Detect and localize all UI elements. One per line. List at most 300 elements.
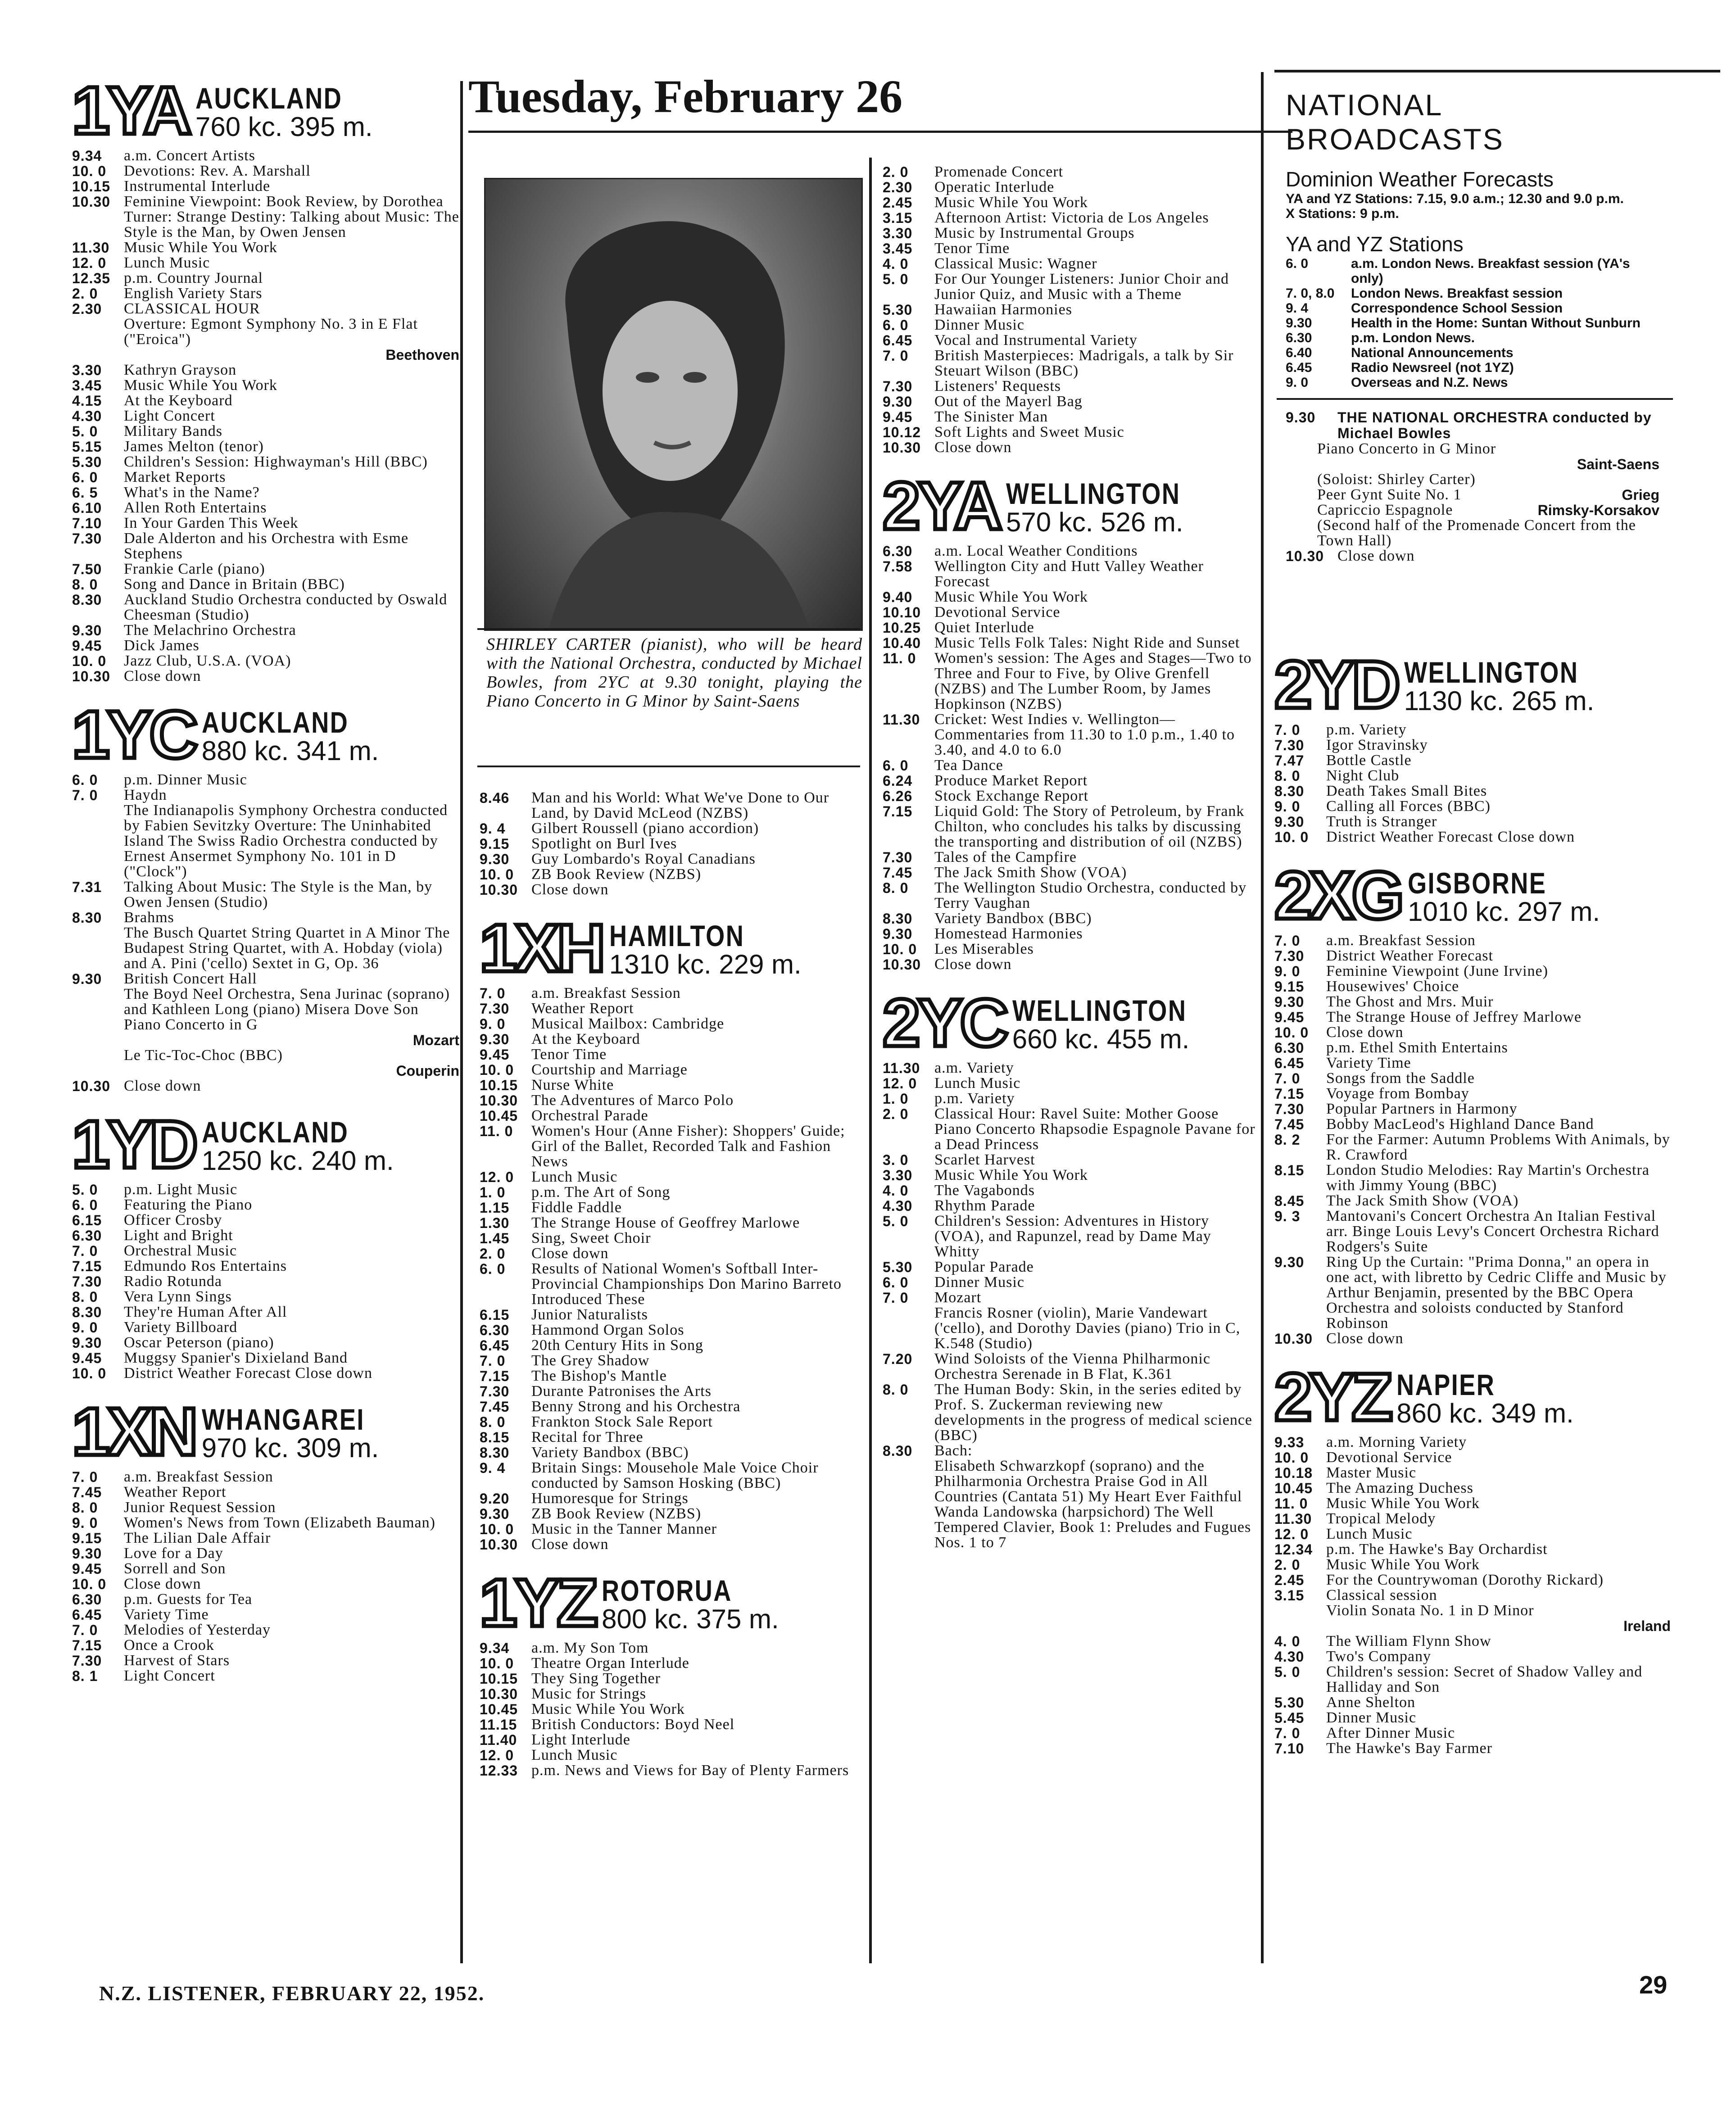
programme-title: Music While You Work [934, 1167, 1088, 1183]
programme-title: p.m. News and Views for Bay of Plenty Farmers [531, 1762, 849, 1779]
station-frequency: 570 kc. 526 m. [1006, 507, 1183, 537]
programme-time [72, 317, 124, 347]
programme-entry [1274, 768, 1671, 784]
programme-entry [480, 1185, 862, 1200]
programme-title: Children's session: Secret of Shadow Valley and Halliday and Son [1326, 1663, 1643, 1695]
programme-entry [1274, 784, 1671, 799]
station-section [72, 697, 459, 1094]
station-city: GISBORNE [1408, 866, 1547, 900]
programme-entry [72, 485, 459, 500]
programme-title: Auckland Studio Orchestra conducted by Oswald Cheesman (Studio) [124, 591, 448, 623]
programme-entry [883, 605, 1256, 620]
caption-bottom-rule [477, 766, 860, 767]
programme-time: 12.35 [72, 270, 111, 286]
programme-entry [480, 836, 862, 852]
programme-title: Produce Market Report [934, 772, 1088, 789]
programme-entry [1274, 948, 1671, 964]
national-broadcasts [1286, 88, 1659, 564]
programme-entry [883, 210, 1256, 226]
programme-time: 10.25 [883, 620, 921, 636]
programme-entry [72, 1576, 459, 1592]
programme-title: p.m. Ethel Smith Entertains [1326, 1039, 1508, 1056]
programme-title: Women's News from Town (Elizabeth Bauman) [124, 1514, 435, 1531]
programme-title: Devotional Service [1326, 1449, 1452, 1466]
programme-title: Sorrell and Son [124, 1560, 226, 1577]
programme-title: Spotlight on Burl Ives [531, 835, 677, 852]
programme-entry [480, 1093, 862, 1108]
programme-entry [883, 1351, 1256, 1382]
programme-title: What's in the Name? [124, 484, 260, 501]
station-header [883, 468, 1256, 544]
programme-time: 10.30 [883, 956, 921, 973]
programme-time: 10.15 [480, 1077, 518, 1093]
programme-time: 7.15 [883, 803, 913, 820]
national-entry [1286, 256, 1659, 286]
programme-entry [480, 1414, 862, 1430]
programme-entry [72, 531, 459, 562]
programme-title: Tea Dance [934, 757, 1003, 774]
programme-title: Wellington City and Hutt Valley Weather Forecast [934, 558, 1204, 590]
programme-time: 8. 0 [883, 880, 909, 896]
programme-entry [480, 1323, 862, 1338]
programme-entry [480, 1717, 862, 1732]
programme-entry [480, 1368, 862, 1384]
programme-time: 9.33 [1274, 1434, 1305, 1450]
programme-entry [1274, 1710, 1671, 1726]
station-section [480, 1565, 862, 1779]
programme-time: 3.30 [883, 225, 913, 241]
programme-title: 20th Century Hits in Song [531, 1337, 704, 1354]
programme-entry [72, 1048, 459, 1063]
programme-time [72, 803, 124, 879]
programme-entry [480, 1491, 862, 1506]
programme-time: 8. 1 [72, 1668, 98, 1684]
programme-title: a.m. Variety [934, 1060, 1014, 1076]
programme-title: Vocal and Instrumental Variety [934, 332, 1138, 349]
programme-title: Courtship and Marriage [531, 1061, 688, 1078]
programme-time: 9. 0 [72, 1319, 98, 1336]
programme-entry [883, 651, 1256, 712]
station-header [883, 985, 1256, 1060]
programme-time: 3.45 [883, 240, 913, 257]
programme-entry [480, 1047, 862, 1062]
programme-time: 6.30 [1274, 1040, 1305, 1056]
programme-entry [883, 880, 1256, 911]
programme-title: Dinner Music [1326, 1709, 1416, 1726]
programme-time: 10. 0 [1274, 829, 1309, 845]
programme-entry [72, 317, 459, 347]
programme-entry [72, 788, 459, 803]
programme-entry [1274, 1163, 1671, 1193]
programme-title: Mantovani's Concert Orchestra An Italian Festival arr. Binge Louis Levy's Concert Orchestra Richard Rodgers's Suite [1326, 1208, 1659, 1255]
programme-entry [883, 589, 1256, 605]
programme-time: 3.45 [72, 377, 102, 394]
programme-entry [72, 1500, 459, 1515]
programme-time: 10.45 [480, 1701, 518, 1717]
programme-title: Feminine Viewpoint (June Irvine) [1326, 963, 1548, 979]
programme-entry [72, 286, 459, 301]
programme-entry [72, 378, 459, 393]
programme-title: Frankton Stock Sale Report [531, 1413, 713, 1430]
programme-entry [883, 911, 1256, 926]
programme-title: District Weather Forecast [1326, 947, 1493, 964]
programme-entry [883, 440, 1256, 455]
programme-time: 10.30 [883, 439, 921, 456]
programme-title: Music Tells Folk Tales: Night Ride and Sunset [934, 634, 1240, 651]
programme-entry [1274, 1193, 1671, 1209]
orchestra-entry [1286, 410, 1659, 441]
programme-time: 4. 0 [883, 1182, 909, 1199]
programme-entry [72, 879, 459, 910]
programme-time: 12. 0 [72, 255, 107, 271]
station-section [480, 790, 862, 897]
programme-time: 10.15 [72, 178, 111, 195]
programme-title: a.m. Local Weather Conditions [934, 543, 1138, 559]
programme-entry [883, 394, 1256, 409]
programme-title: Fiddle Faddle [531, 1199, 622, 1216]
station-info [609, 916, 802, 978]
programme-entry [1274, 1496, 1671, 1511]
station-header [1274, 647, 1671, 722]
programme-title: Close down [124, 1078, 201, 1094]
programme-entry [72, 987, 459, 1033]
programme-title: Featuring the Piano [124, 1196, 253, 1213]
programme-title: Close down [531, 1536, 609, 1553]
programme-entry [72, 1622, 459, 1638]
station-frequency: 1250 kc. 240 m. [201, 1146, 394, 1176]
programme-entry [480, 1016, 862, 1032]
programme-title: London Studio Melodies: Ray Martin's Orchestra with Jimmy Young (BBC) [1326, 1162, 1650, 1194]
programme-time: 10.10 [883, 604, 921, 621]
programme-entry [1274, 1634, 1671, 1649]
programme-time: 9.30 [1274, 1254, 1305, 1270]
programme-time: 2.45 [1274, 1572, 1305, 1588]
programme-time: 9. 0 [1274, 798, 1301, 815]
station-city: AUCKLAND [195, 82, 343, 115]
programme-entry [883, 1076, 1256, 1091]
programme-title: Close down [1326, 1024, 1404, 1041]
programme-title: Humoresque for Strings [531, 1490, 689, 1507]
programme-time: 10. 0 [1274, 1450, 1309, 1466]
programme-title: Quiet Interlude [934, 619, 1034, 636]
programme-entry [1274, 1572, 1671, 1588]
programme-entry [1274, 799, 1671, 814]
programme-time: 4.30 [883, 1198, 913, 1214]
programme-entry [72, 470, 459, 485]
programme-title: They're Human After All [124, 1304, 287, 1320]
programme-time: 9. 4 [480, 820, 506, 837]
programme-title: Scarlet Harvest [934, 1151, 1035, 1168]
programme-title: Music by Instrumental Groups [934, 225, 1135, 241]
programme-title: Variety Billboard [124, 1319, 238, 1336]
programme-entry [72, 971, 459, 987]
programme-title: Devotions: Rev. A. Marshall [124, 163, 311, 179]
national-text: p.m. London News. [1351, 331, 1475, 345]
national-entry [1286, 375, 1659, 390]
programme-time: 6. 0 [480, 1261, 506, 1277]
programme-time: 8.30 [72, 1304, 102, 1320]
programme-time: 9.45 [883, 409, 913, 425]
programme-entry [72, 1546, 459, 1561]
programme-entry [1274, 1331, 1671, 1346]
orchestra-close: 10.30 Close down [1286, 548, 1415, 564]
programme-entry [480, 1261, 862, 1307]
programme-title: Bottle Castle [1326, 752, 1412, 769]
station-header [1274, 1359, 1671, 1435]
programme-title: Junior Naturalists [531, 1306, 648, 1323]
programme-entry [1274, 933, 1671, 948]
weather-title: Dominion Weather Forecasts [1286, 168, 1554, 191]
programme-entry [72, 1274, 459, 1289]
programme-time: 4.30 [1274, 1649, 1305, 1665]
programme-title: Light and Bright [124, 1227, 233, 1244]
station-info [202, 1113, 394, 1175]
programme-title: British Masterpieces: Madrigals, a talk by Sir Steuart Wilson (BBC) [934, 347, 1234, 379]
programme-title: Anne Shelton [1326, 1694, 1416, 1711]
programme-entry [1274, 1435, 1671, 1450]
programme-entry [72, 424, 459, 439]
programme-entry [1274, 979, 1671, 994]
programme-entry [1274, 738, 1671, 753]
programme-title: Vera Lynn Sings [124, 1288, 232, 1305]
national-text: Health in the Home: Suntan Without Sunburn [1351, 316, 1641, 331]
programme-time: 5. 0 [883, 271, 909, 287]
programme-title: The Strange House of Geoffrey Marlowe [531, 1214, 800, 1231]
programme-time: 2. 0 [1274, 1557, 1301, 1573]
programme-time: 7.31 [72, 879, 102, 895]
programme-time: 6.45 [1274, 1055, 1305, 1071]
programme-time: 4.15 [72, 393, 102, 409]
programme-title: Out of the Mayerl Bag [934, 393, 1083, 410]
programme-time: 9.15 [480, 836, 510, 852]
programme-time: 7.20 [883, 1351, 913, 1367]
programme-time: 5. 0 [72, 423, 98, 439]
programme-time: 5.45 [1274, 1710, 1305, 1726]
programme-title: Listeners' Requests [934, 378, 1061, 394]
programme-time [72, 925, 124, 971]
station-frequency: 880 kc. 341 m. [201, 736, 379, 766]
programme-time: 1.30 [480, 1215, 510, 1231]
programme-time: 7.15 [72, 1637, 102, 1653]
programme-time: 7.30 [1274, 1101, 1305, 1117]
station-frequency: 1310 kc. 229 m. [609, 949, 802, 979]
programme-entry [72, 1561, 459, 1576]
programme-time: 10. 0 [72, 163, 107, 179]
programme-title: Britain Sings: Mousehole Male Voice Choir conducted by Samson Hosking (BBC) [531, 1459, 819, 1491]
programme-time: 9.30 [1274, 994, 1305, 1010]
programme-title: Violin Sonata No. 1 in D Minor [1326, 1602, 1534, 1619]
programme-entry [883, 1106, 1256, 1152]
programme-entry [480, 1537, 862, 1552]
national-text: Radio Newsreel (not 1YZ) [1351, 360, 1514, 375]
programme-time: 7. 0 [480, 1353, 506, 1369]
programme-title: Variety Time [1326, 1055, 1411, 1071]
station-section [1274, 647, 1671, 845]
programme-title: The Boyd Neel Orchestra, Sena Jurinac (soprano) and Kathleen Long (piano) Misera Dove Son Piano Concerto in G [124, 986, 450, 1033]
programme-title: p.m. Guests for Tea [124, 1591, 253, 1608]
programme-title: Light Concert [124, 1667, 215, 1684]
programme-entry [883, 1382, 1256, 1443]
programme-entry [883, 544, 1256, 559]
programme-time [72, 1048, 124, 1063]
programme-title: Weather Report [124, 1484, 227, 1500]
programme-entry [72, 301, 459, 317]
orchestra-line: (Soloist: Shirley Carter) [1317, 471, 1476, 488]
programme-time: 10.30 [1274, 1331, 1313, 1347]
national-time: 9. 0 [1286, 375, 1309, 390]
programme-entry [1274, 1086, 1671, 1101]
programme-title: Close down [124, 668, 201, 684]
programme-title: The William Flynn Show [1326, 1633, 1491, 1649]
programme-time: 8.45 [1274, 1193, 1305, 1209]
programme-entry [72, 1289, 459, 1305]
programme-title: Guy Lombardo's Royal Canadians [531, 851, 756, 867]
national-entry [1286, 345, 1659, 360]
station-logo: 2XG [1274, 857, 1402, 933]
programme-title: a.m. Breakfast Session [1326, 932, 1476, 949]
national-text: National Announcements [1351, 345, 1514, 360]
programme-time: 12. 0 [480, 1747, 514, 1763]
station-frequency: 1130 kc. 265 m. [1404, 686, 1595, 716]
programme-time: 9.40 [883, 589, 913, 605]
programme-entry [480, 882, 862, 897]
programme-time: 1. 0 [883, 1091, 909, 1107]
programme-entry [480, 1353, 862, 1368]
programme-entry [480, 1307, 862, 1323]
programme-title: Close down [1326, 1330, 1404, 1347]
programme-time: 9. 3 [1274, 1208, 1301, 1224]
station-header [72, 697, 459, 772]
programme-title: British Concert Hall [124, 970, 257, 987]
programme-time: 7.45 [883, 865, 913, 881]
programme-title: p.m. The Art of Song [531, 1184, 671, 1200]
programme-title: District Weather Forecast Close down [1326, 829, 1575, 845]
programme-time: 1.45 [480, 1230, 510, 1246]
programme-time: 7.45 [72, 1484, 102, 1500]
programme-time: 6.24 [883, 773, 913, 789]
programme-title: Children's Session: Highwayman's Hill (BBC) [124, 453, 428, 470]
programme-title: Children's Session: Adventures in History (VOA), and Rapunzel, read by Dame May Whitty [934, 1213, 1211, 1260]
orchestra-time: 9.30 [1286, 409, 1316, 426]
programme-time [883, 1459, 934, 1550]
station-header [480, 910, 862, 986]
programme-entry [1274, 1040, 1671, 1055]
programme-entry [72, 454, 459, 470]
programme-title: Brahms [124, 909, 174, 926]
weather-line: X Stations: 9 p.m. [1286, 206, 1399, 221]
programme-time: 11.30 [883, 711, 920, 728]
programme-title: Sing, Sweet Choir [531, 1230, 651, 1246]
programme-entry [72, 148, 459, 163]
weather-line: YA and YZ Stations: 7.15, 9.0 a.m.; 12.30 and 9.0 p.m. [1286, 191, 1624, 206]
programme-time: 8.15 [1274, 1162, 1305, 1178]
programme-entry [72, 910, 459, 925]
programme-title: Close down [531, 881, 609, 898]
programme-title: Melodies of Yesterday [124, 1622, 271, 1638]
programme-time: 9.15 [1274, 978, 1305, 995]
programme-entry [480, 1671, 862, 1686]
station-logo: 1XN [72, 1394, 195, 1469]
programme-time: 9.30 [480, 1506, 510, 1522]
programme-time: 7.15 [72, 1258, 102, 1274]
programme-time: 5.30 [1274, 1694, 1305, 1711]
programme-entry [72, 638, 459, 653]
programme-entry [480, 1656, 862, 1671]
programme-entry [72, 1320, 459, 1335]
yayz-title: YA and YZ Stations [1286, 232, 1464, 256]
programme-entry [480, 1506, 862, 1522]
programme-entry [72, 623, 459, 638]
programme-entry [72, 393, 459, 408]
programme-title: Lunch Music [934, 1075, 1021, 1092]
national-time: 6. 0 [1286, 256, 1309, 271]
programme-time: 9.34 [72, 148, 102, 164]
masthead: N.Z. LISTENER, FEBRUARY 22, 1952. [99, 1982, 485, 2005]
programme-title: Theatre Organ Interlude [531, 1655, 689, 1672]
orchestra-line: Capriccio Espagnole [1317, 502, 1453, 518]
programme-time: 9.45 [1274, 1009, 1305, 1025]
programme-time: 7.30 [1274, 948, 1305, 964]
programme-entry [480, 1231, 862, 1246]
programme-time: 6.15 [72, 1212, 102, 1228]
programme-title: Devotional Service [934, 604, 1061, 621]
national-text: Overseas and N.Z. News [1351, 375, 1508, 390]
programme-title: Junior Request Session [124, 1499, 276, 1516]
programme-title: The Sinister Man [934, 408, 1048, 425]
orchestra-line: Piano Concerto in G Minor [1317, 440, 1496, 457]
national-time: 6.45 [1286, 360, 1312, 375]
programme-time: 10. 0 [72, 1365, 107, 1382]
programme-title: Le Tic-Toc-Choc (BBC) [124, 1047, 283, 1064]
programme-time: 9. 0 [72, 1515, 98, 1531]
programme-time: 6.10 [72, 500, 102, 516]
programme-time: 8.30 [480, 1445, 510, 1461]
programme-entry [883, 180, 1256, 195]
programme-time: 7.15 [1274, 1086, 1305, 1102]
national-title: NATIONAL BROADCASTS [1286, 88, 1504, 156]
programme-time: 7. 0 [72, 1243, 98, 1259]
programme-title: Music in the Tanner Manner [531, 1521, 717, 1537]
programme-title: Liquid Gold: The Story of Petroleum, by Frank Chilton, who concludes his talks by discussing the transporting and distribution of oil (NZBS) [934, 803, 1245, 850]
programme-title: Bobby MacLeod's Highland Dance Band [1326, 1116, 1594, 1132]
programme-entry [883, 635, 1256, 651]
composer: Mozart [412, 1032, 459, 1048]
composer: Ireland [1623, 1618, 1671, 1634]
programme-title: Classical Music: Wagner [934, 255, 1097, 272]
programme-entry [72, 653, 459, 669]
station-info [1006, 474, 1219, 536]
programme-title: Death Takes Small Bites [1326, 783, 1487, 799]
programme-entry [480, 1169, 862, 1185]
programme-title: Francis Rosner (violin), Marie Vandewart ('cello), and Dorothy Davies (piano) Trio in C, K.548 (Studio) [934, 1305, 1241, 1352]
programme-time: 7.30 [72, 1273, 102, 1290]
programme-title: Overture: Egmont Symphony No. 3 in E Flat ("Eroica") [124, 316, 418, 348]
programme-time: 3.30 [72, 362, 102, 378]
programme-time: 10.30 [72, 194, 111, 210]
programme-time: 7.45 [1274, 1116, 1305, 1132]
programme-title: Elisabeth Schwarzkopf (soprano) and the Philharmonia Orchestra Praise God in All Countries (Cantata 51) My Heart Ever Faithful Wanda Landowska (harpsichord) The Well Tempered Clavier, Book 1: Preludes and Fugues Nos. 1 to 7 [934, 1458, 1251, 1551]
station-header [72, 1106, 459, 1182]
programme-time: 10. 0 [480, 1655, 514, 1672]
programme-time: 11.30 [1274, 1511, 1312, 1527]
programme-time: 6.30 [72, 1228, 102, 1244]
programme-time: 9.45 [72, 1561, 102, 1577]
programme-title: Talking About Music: The Style is the Man, by Owen Jensen (Studio) [124, 879, 433, 911]
programme-time: 10.40 [883, 635, 921, 651]
programme-entry [883, 957, 1256, 972]
programme-title: Market Reports [124, 469, 226, 485]
programme-entry [1274, 1664, 1671, 1695]
